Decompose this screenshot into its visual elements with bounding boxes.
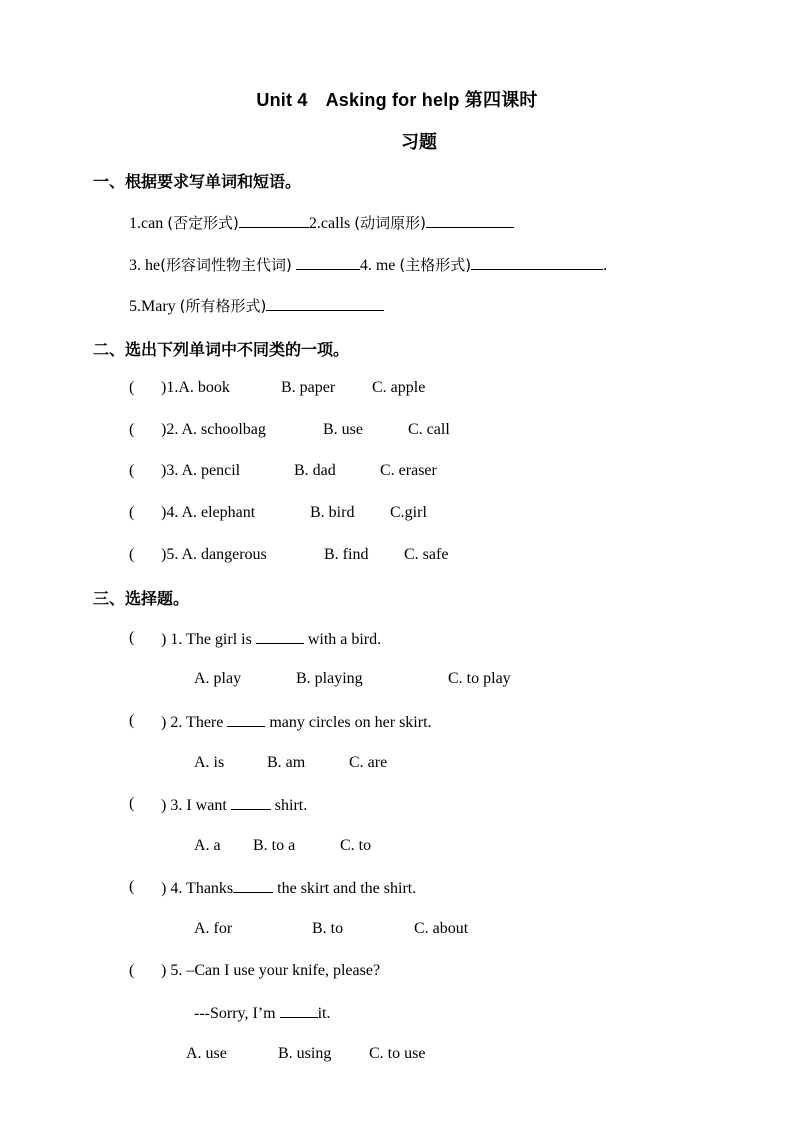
s3-q5-reply [194,1003,331,1023]
s1-q4-hint: (主格形式) [399,256,472,274]
s1-q5-hint: (所有格形式) [179,297,267,315]
s1-q1-label: 1.can [129,215,164,232]
s3-q2-a[interactable]: A. is [194,754,225,771]
s1-q4-label: 4. me [359,257,396,274]
s2-q3-b: B. dad [294,462,336,479]
s3-q4-a[interactable]: A. for [194,920,233,937]
s2-q3-c: C. eraser [380,462,437,479]
s2-q1-paren[interactable]: ( [129,379,135,396]
s1-q1-blank[interactable] [239,213,309,228]
s2-q2-b: B. use [323,421,363,438]
s3-q1-paren[interactable]: ( [129,629,135,646]
section2-heading: 二、选出下列单词中不同类的一项。 [93,340,350,359]
s2-q5-paren[interactable]: ( [129,546,135,563]
s1-q1-hint: (否定形式) [167,214,239,232]
s3-q3-stem [161,795,307,815]
s2-q2-a: )2. A. schoolbag [161,421,266,438]
s3-q2-blank[interactable] [227,712,265,727]
s3-q3-pre: ) 3. I want [161,797,227,814]
s3-q3-b[interactable]: B. to a [253,837,296,854]
s3-q5-reply-pre: ---Sorry, I’m [194,1005,276,1022]
s3-q1-post: with a bird. [307,631,382,648]
page-title [0,86,794,112]
s3-q3-blank[interactable] [231,795,271,810]
s3-q5-b[interactable]: B. using [278,1045,332,1062]
s1-q3-blank[interactable] [296,255,360,270]
s1-line3 [129,295,384,316]
s3-q3-post: shirt. [274,797,308,814]
s2-q5-a: )5. A. dangerous [161,546,267,563]
s2-q1-a: )1.A. book [161,379,230,396]
s2-q4-paren[interactable]: ( [129,504,135,521]
s3-q4-pre: ) 4. Thanks [161,880,234,897]
s3-q5-paren[interactable]: ( [129,962,135,979]
s3-q1-blank[interactable] [256,629,304,644]
s3-q1-c[interactable]: C. to play [448,670,511,687]
s2-q3-a: )3. A. pencil [161,462,241,479]
s3-q4-paren[interactable]: ( [129,878,135,895]
s1-q5-label: 5.Mary [129,298,176,315]
s3-q2-stem [161,712,432,732]
s3-q1-a[interactable]: A. play [194,670,242,687]
s3-q3-paren[interactable]: ( [129,795,135,812]
s1-q4-blank[interactable] [471,255,603,270]
s3-q4-b[interactable]: B. to [312,920,344,937]
s1-q2-hint: (动词原形) [354,214,426,232]
s3-q2-post: many circles on her skirt. [269,714,432,731]
s3-q5-c[interactable]: C. to use [369,1045,426,1062]
s1-q3-hint: (形容词性物主代词) [160,256,292,274]
s3-q3-a[interactable]: A. a [194,837,221,854]
s2-q5-b: B. find [324,546,369,563]
s2-q4-b: B. bird [310,504,355,521]
s2-q1-c: C. apple [372,379,426,396]
s1-line1 [129,212,514,233]
s3-q2-paren[interactable]: ( [129,712,135,729]
s3-q2-c[interactable]: C. are [349,754,388,771]
s2-q3-paren[interactable]: ( [129,462,135,479]
s2-q4-a: )4. A. elephant [161,504,256,521]
section3-heading: 三、选择题。 [93,589,190,608]
s3-q2-b[interactable]: B. am [267,754,306,771]
s3-q5-reply-post: it. [317,1005,331,1022]
s3-q5-stem: ) 5. –Can I use your knife, please? [161,962,381,979]
s3-q4-stem [161,878,416,898]
page-subtitle: 习题 [401,132,437,153]
s1-q5-blank[interactable] [266,296,384,311]
s2-q5-c: C. safe [404,546,449,563]
s1-q4-tail: . [603,257,608,274]
s2-q4-c: C.girl [390,504,427,521]
title-unit: Unit 4 [256,90,308,110]
s3-q4-blank[interactable] [233,878,273,893]
s1-q2-blank[interactable] [426,213,514,228]
s3-q4-c[interactable]: C. about [414,920,469,937]
s3-q1-b[interactable]: B. playing [296,670,363,687]
section1-heading: 一、根据要求写单词和短语。 [93,172,302,191]
s2-q2-paren[interactable]: ( [129,421,135,438]
s3-q1-pre: ) 1. The girl is [161,631,252,648]
title-topic: Asking for help [325,90,460,110]
s2-q1-b: B. paper [281,379,336,396]
s1-q2-label: 2.calls [308,215,351,232]
s3-q5-blank[interactable] [280,1003,318,1018]
s3-q3-c[interactable]: C. to [340,837,372,854]
s3-q5-a[interactable]: A. use [186,1045,227,1062]
s2-q2-c: C. call [408,421,450,438]
s3-q2-pre: ) 2. There [161,714,224,731]
s1-q3-label: 3. he [129,257,161,274]
title-lesson: 第四课时 [464,90,538,111]
s3-q1-stem [161,629,381,649]
s3-q4-post: the skirt and the shirt. [277,880,417,897]
s1-line2 [129,254,607,275]
